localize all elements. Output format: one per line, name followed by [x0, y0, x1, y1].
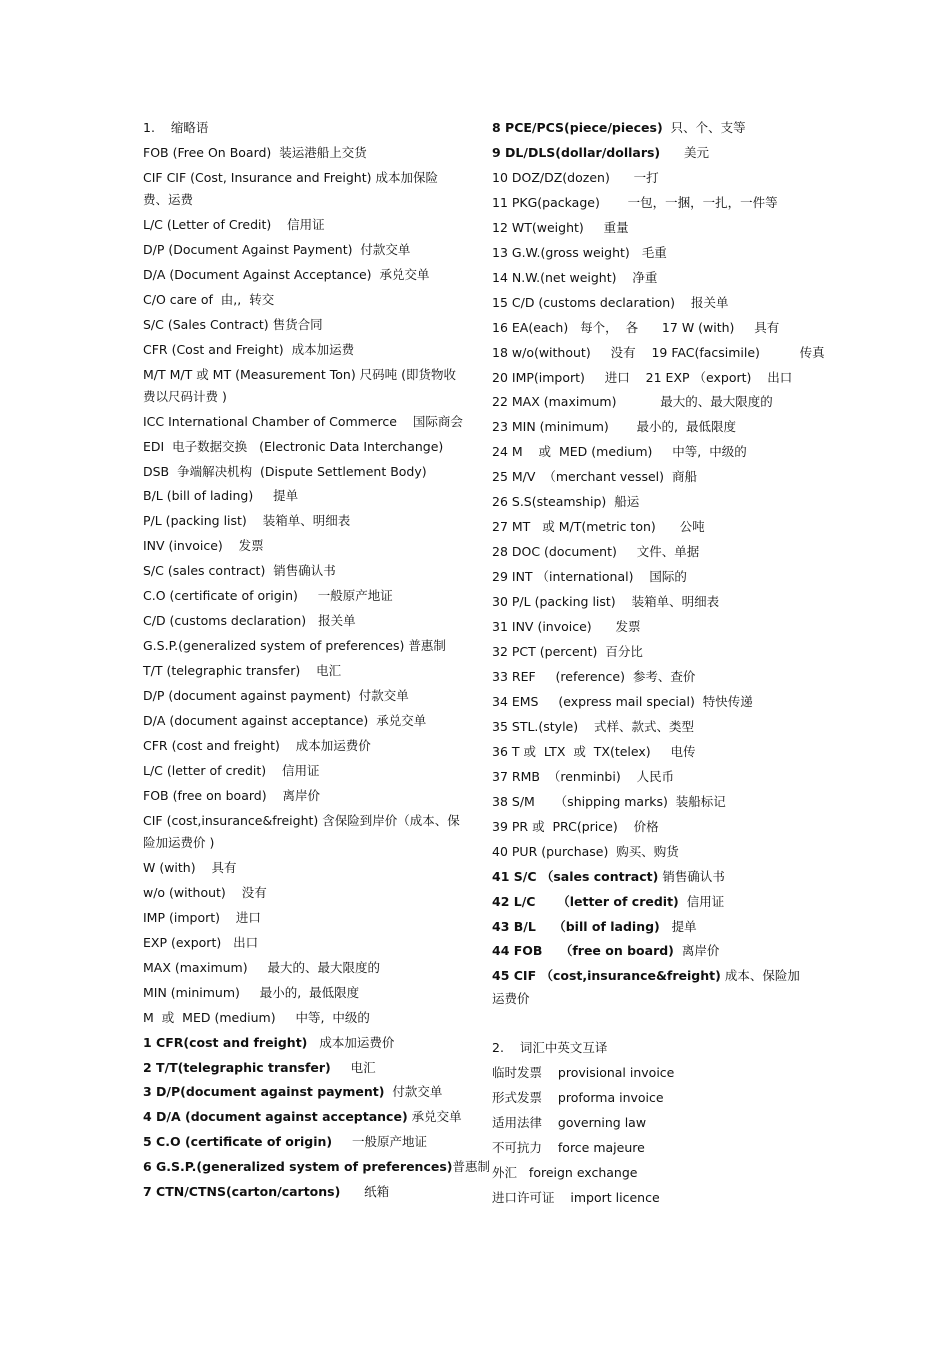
glossary-entry — [492, 615, 810, 640]
glossary-entry — [143, 1105, 461, 1130]
glossary-entry — [492, 665, 810, 690]
glossary-entry — [143, 609, 461, 634]
entry-term-bold: 5 C.O (certificate of origin) — [143, 1134, 333, 1150]
glossary-entry — [143, 363, 461, 410]
glossary-entry — [492, 740, 810, 765]
entry-text: 纸箱 — [340, 1184, 390, 1200]
glossary-entry — [143, 484, 461, 509]
glossary-entry — [143, 684, 461, 709]
glossary-entry — [492, 1161, 810, 1186]
entry-text: 31 INV (invoice) 发票 — [492, 619, 641, 635]
glossary-entry — [143, 734, 461, 759]
glossary-entry — [492, 890, 810, 915]
glossary-entry — [143, 213, 461, 238]
glossary-entry — [492, 840, 810, 865]
entry-text: 13 G.W.(gross weight) 毛重 — [492, 244, 667, 260]
entry-text: 一般原产地证 — [332, 1134, 428, 1150]
glossary-entry — [143, 288, 461, 313]
glossary-entry — [492, 715, 810, 740]
entry-text: 付款交单 — [384, 1084, 443, 1100]
entry-text: 26 S.S(steamship) 船运 — [492, 494, 640, 510]
glossary-entry — [492, 515, 810, 540]
glossary-entry — [492, 366, 810, 391]
glossary-entry — [143, 238, 461, 263]
entry-text: 进口许可证 import licence — [492, 1190, 660, 1206]
entry-text: 29 INT （international) 国际的 — [492, 569, 687, 585]
entry-text: 临时发票 provisional invoice — [492, 1065, 675, 1081]
entry-term-bold: 42 L/C （letter of credit) — [492, 893, 679, 909]
glossary-entry — [492, 316, 810, 341]
entry-text: DSB 争端解决机构 (Dispute Settlement Body) — [143, 463, 427, 479]
glossary-entry — [143, 1155, 491, 1180]
glossary-entry — [492, 1086, 810, 1111]
entry-text: 美元 — [660, 144, 709, 160]
right-column — [492, 116, 825, 1211]
entry-text: FOB (Free On Board) 装运港船上交货 — [143, 144, 367, 160]
glossary-entry — [143, 410, 461, 435]
entry-text: C/D (customs declaration) 报关单 — [143, 613, 356, 629]
entry-text: EDI 电子数据交换 (Electronic Data Interchange) — [143, 438, 444, 454]
entry-text: C/O care of 由,, 转交 — [143, 291, 275, 307]
entry-text: 适用法律 governing law — [492, 1115, 647, 1131]
entry-text: 28 DOC (document) 文件、单据 — [492, 544, 700, 560]
glossary-entry — [492, 191, 810, 216]
entry-text: INV (invoice) 发票 — [143, 538, 264, 554]
glossary-entry — [143, 141, 461, 166]
entry-text: CFR (cost and freight) 成本加运费价 — [143, 738, 371, 754]
glossary-entry — [492, 291, 810, 316]
entry-text: w/o (without) 没有 — [143, 884, 267, 900]
glossary-entry — [492, 390, 810, 415]
glossary-entry — [143, 338, 461, 363]
left-column — [143, 116, 491, 1205]
glossary-entry — [492, 640, 810, 665]
glossary-entry — [143, 313, 461, 338]
glossary-entry — [143, 931, 461, 956]
glossary-entry — [143, 634, 461, 659]
entry-text: MAX (maximum) 最大的、最大限度的 — [143, 959, 380, 975]
entry-text: 23 MIN (minimum) 最小的, 最低限度 — [492, 419, 736, 435]
glossary-entry — [492, 1111, 810, 1136]
glossary-entry — [492, 490, 810, 515]
entry-text: 12 WT(weight) 重量 — [492, 219, 629, 235]
glossary-entry — [143, 956, 461, 981]
entry-text: S/C (sales contract) 销售确认书 — [143, 563, 336, 579]
entry-text: D/P (document against payment) 付款交单 — [143, 688, 409, 704]
entry-text: 销售确认书 — [658, 868, 725, 884]
entry-text: 信用证 — [678, 893, 725, 909]
glossary-entry — [492, 116, 810, 141]
entry-text: 37 RMB （renminbi) 人民币 — [492, 768, 675, 784]
entry-term-bold: 2 T/T(telegraphic transfer) — [143, 1059, 331, 1075]
glossary-entry — [492, 440, 810, 465]
glossary-entry — [143, 435, 461, 460]
entry-text: 电汇 — [330, 1059, 376, 1075]
entry-text: 14 N.W.(net weight) 净重 — [492, 269, 658, 285]
glossary-entry — [143, 584, 461, 609]
glossary-entry — [143, 460, 461, 485]
entry-text: 16 EA(each) 每个， 各 17 W (with) 具有 — [492, 319, 780, 335]
entry-text: 27 MT 或 M/T(metric ton) 公吨 — [492, 519, 705, 535]
entry-text: 不可抗力 force majeure — [492, 1140, 645, 1156]
entry-text: C.O (certificate of origin) 一般原产地证 — [143, 588, 393, 604]
glossary-entry — [492, 690, 810, 715]
entry-term-bold: 4 D/A (document against acceptance) — [143, 1109, 408, 1125]
glossary-entry — [492, 1036, 810, 1061]
entry-term-bold: 43 B/L （bill of lading) — [492, 918, 660, 934]
glossary-entry — [492, 1186, 810, 1211]
entry-term-bold: 9 DL/DLS(dollar/dollars) — [492, 144, 661, 160]
entry-term-bold: 8 PCE/PCS(piece/pieces) — [492, 120, 663, 135]
glossary-entry — [492, 815, 810, 840]
glossary-entry — [492, 790, 810, 815]
entry-text: D/P (Document Against Payment) 付款交单 — [143, 241, 411, 257]
entry-text: IMP (import) 进口 — [143, 909, 261, 925]
glossary-entry — [143, 659, 461, 684]
glossary-entry — [143, 1180, 461, 1205]
glossary-entry — [143, 534, 461, 559]
glossary-entry — [143, 784, 461, 809]
entry-text: FOB (free on board) 离岸价 — [143, 787, 320, 803]
glossary-entry — [492, 590, 810, 615]
glossary-entry — [492, 216, 810, 241]
entry-text: 32 PCT (percent) 百分比 — [492, 644, 643, 660]
entry-text: 39 PR 或 PRC(price) 价格 — [492, 818, 659, 834]
entry-text: 离岸价 — [673, 943, 720, 959]
entry-text: MIN (minimum) 最小的, 最低限度 — [143, 984, 360, 1000]
entry-text: 33 REF (reference) 参考、查价 — [492, 668, 696, 684]
glossary-entry — [143, 1031, 461, 1056]
entry-text: G.S.P.(generalized system of preferences) 普惠制 — [143, 638, 446, 654]
glossary-entry — [143, 1056, 461, 1081]
glossary-entry — [492, 939, 810, 964]
entry-text: EXP (export) 出口 — [143, 934, 259, 950]
glossary-entry — [492, 1061, 810, 1086]
glossary-entry — [492, 915, 810, 940]
glossary-entry — [492, 341, 825, 366]
glossary-entry — [143, 1080, 461, 1105]
glossary-entry — [143, 509, 461, 534]
entry-text: M/T M/T 或 MT (Measurement Ton) 尺码吨 (即货物收费以尺码计费 ) — [143, 366, 457, 405]
glossary-entry — [492, 865, 810, 890]
entry-text: D/A (document against acceptance) 承兑交单 — [143, 713, 427, 729]
entry-text: 30 P/L (packing list) 装箱单、明细表 — [492, 594, 720, 610]
glossary-entry — [143, 263, 461, 288]
glossary-entry — [143, 981, 461, 1006]
entry-text: S/C (Sales Contract) 售货合同 — [143, 316, 323, 332]
entry-text: CIF CIF (Cost, Insurance and Freight) 成本加保险费、运费 — [143, 169, 438, 208]
entry-text: 承兑交单 — [407, 1109, 462, 1125]
entry-text: 25 M/V （merchant vessel) 商船 — [492, 469, 697, 485]
entry-text: CFR (Cost and Freight) 成本加运费 — [143, 341, 355, 357]
entry-term-bold: 3 D/P(document against payment) — [143, 1084, 385, 1100]
entry-text: 成本、保险加运费价 — [492, 968, 800, 1006]
glossary-entry — [492, 266, 810, 291]
glossary-entry — [143, 116, 461, 141]
entry-text: T/T (telegraphic transfer) 电汇 — [143, 663, 342, 679]
glossary-entry — [143, 166, 461, 213]
section-gap — [492, 1011, 810, 1036]
entry-text: 外汇 foreign exchange — [492, 1165, 638, 1181]
entry-text: 22 MAX (maximum) 最大的、最大限度的 — [492, 394, 773, 410]
glossary-entry — [143, 559, 461, 584]
glossary-entry — [492, 465, 810, 490]
entry-text: 11 PKG(package) 一包，一捆，一扎，一件等 — [492, 194, 778, 210]
entry-text: 1. 缩略语 — [143, 120, 209, 135]
entry-text: 40 PUR (purchase) 购买、购货 — [492, 843, 679, 859]
entry-term-bold: 44 FOB （free on board) — [492, 943, 674, 959]
entry-text: 2. 词汇中英文互译 — [492, 1040, 608, 1056]
entry-text: D/A (Document Against Acceptance) 承兑交单 — [143, 266, 430, 282]
glossary-entry — [143, 856, 461, 881]
glossary-entry — [143, 759, 461, 784]
entry-term-bold: 45 CIF （cost,insurance&freight) — [492, 968, 721, 984]
glossary-entry — [143, 881, 461, 906]
entry-text: 普惠制 — [452, 1159, 491, 1175]
glossary-entry — [492, 166, 810, 191]
glossary-entry — [143, 1130, 461, 1155]
glossary-entry — [492, 241, 810, 266]
entry-text: 36 T 或 LTX 或 TX(telex) 电传 — [492, 743, 696, 759]
entry-text: 15 C/D (customs declaration) 报关单 — [492, 294, 729, 310]
entry-term-bold: 41 S/C （sales contract) — [492, 868, 659, 884]
entry-text: 成本加运费价 — [307, 1034, 395, 1050]
entry-text: L/C (letter of credit) 信用证 — [143, 762, 320, 778]
entry-text: M 或 MED (medium) 中等, 中级的 — [143, 1009, 370, 1025]
glossary-entry — [492, 964, 810, 1011]
entry-text: L/C (Letter of Credit) 信用证 — [143, 216, 325, 232]
entry-term-bold: 1 CFR(cost and freight) — [143, 1034, 308, 1050]
glossary-entry — [492, 415, 810, 440]
glossary-entry — [492, 540, 810, 565]
entry-text: 提单 — [659, 918, 697, 934]
entry-text: P/L (packing list) 装箱单、明细表 — [143, 513, 351, 529]
entry-text: 只、个、支等 — [662, 120, 746, 135]
entry-text: 形式发票 proforma invoice — [492, 1090, 664, 1106]
glossary-entry — [492, 141, 810, 166]
entry-text: 10 DOZ/DZ(dozen) 一打 — [492, 169, 659, 185]
glossary-entry — [143, 809, 461, 856]
entry-text: ICC International Chamber of Commerce 国际商会 — [143, 413, 463, 429]
entry-term-bold: 6 G.S.P.(generalized system of preferences) — [143, 1159, 453, 1175]
glossary-entry — [143, 709, 461, 734]
entry-text: W (with) 具有 — [143, 859, 237, 875]
entry-term-bold: 7 CTN/CTNS(carton/cartons) — [143, 1184, 341, 1200]
entry-text: 18 w/o(without) 没有 19 FAC(facsimile) 传真 — [492, 344, 825, 360]
entry-text: 35 STL.(style) 式样、款式、类型 — [492, 718, 695, 734]
entry-text: 20 IMP(import) 进口 21 EXP （export) 出口 — [492, 369, 793, 385]
glossary-entry — [143, 1006, 461, 1031]
glossary-entry — [492, 1136, 810, 1161]
entry-text: 24 M 或 MED (medium) 中等, 中级的 — [492, 444, 747, 460]
entry-text: 38 S/M （shipping marks) 装船标记 — [492, 793, 726, 809]
entry-text: 34 EMS (express mail special) 特快传递 — [492, 693, 753, 709]
glossary-entry — [143, 906, 461, 931]
entry-text: B/L (bill of lading) 提单 — [143, 488, 299, 504]
entry-text: CIF (cost,insurance&freight) 含保险到岸价（成本、保险加运费价 ) — [143, 812, 460, 851]
glossary-entry — [492, 565, 810, 590]
glossary-entry — [492, 765, 810, 790]
